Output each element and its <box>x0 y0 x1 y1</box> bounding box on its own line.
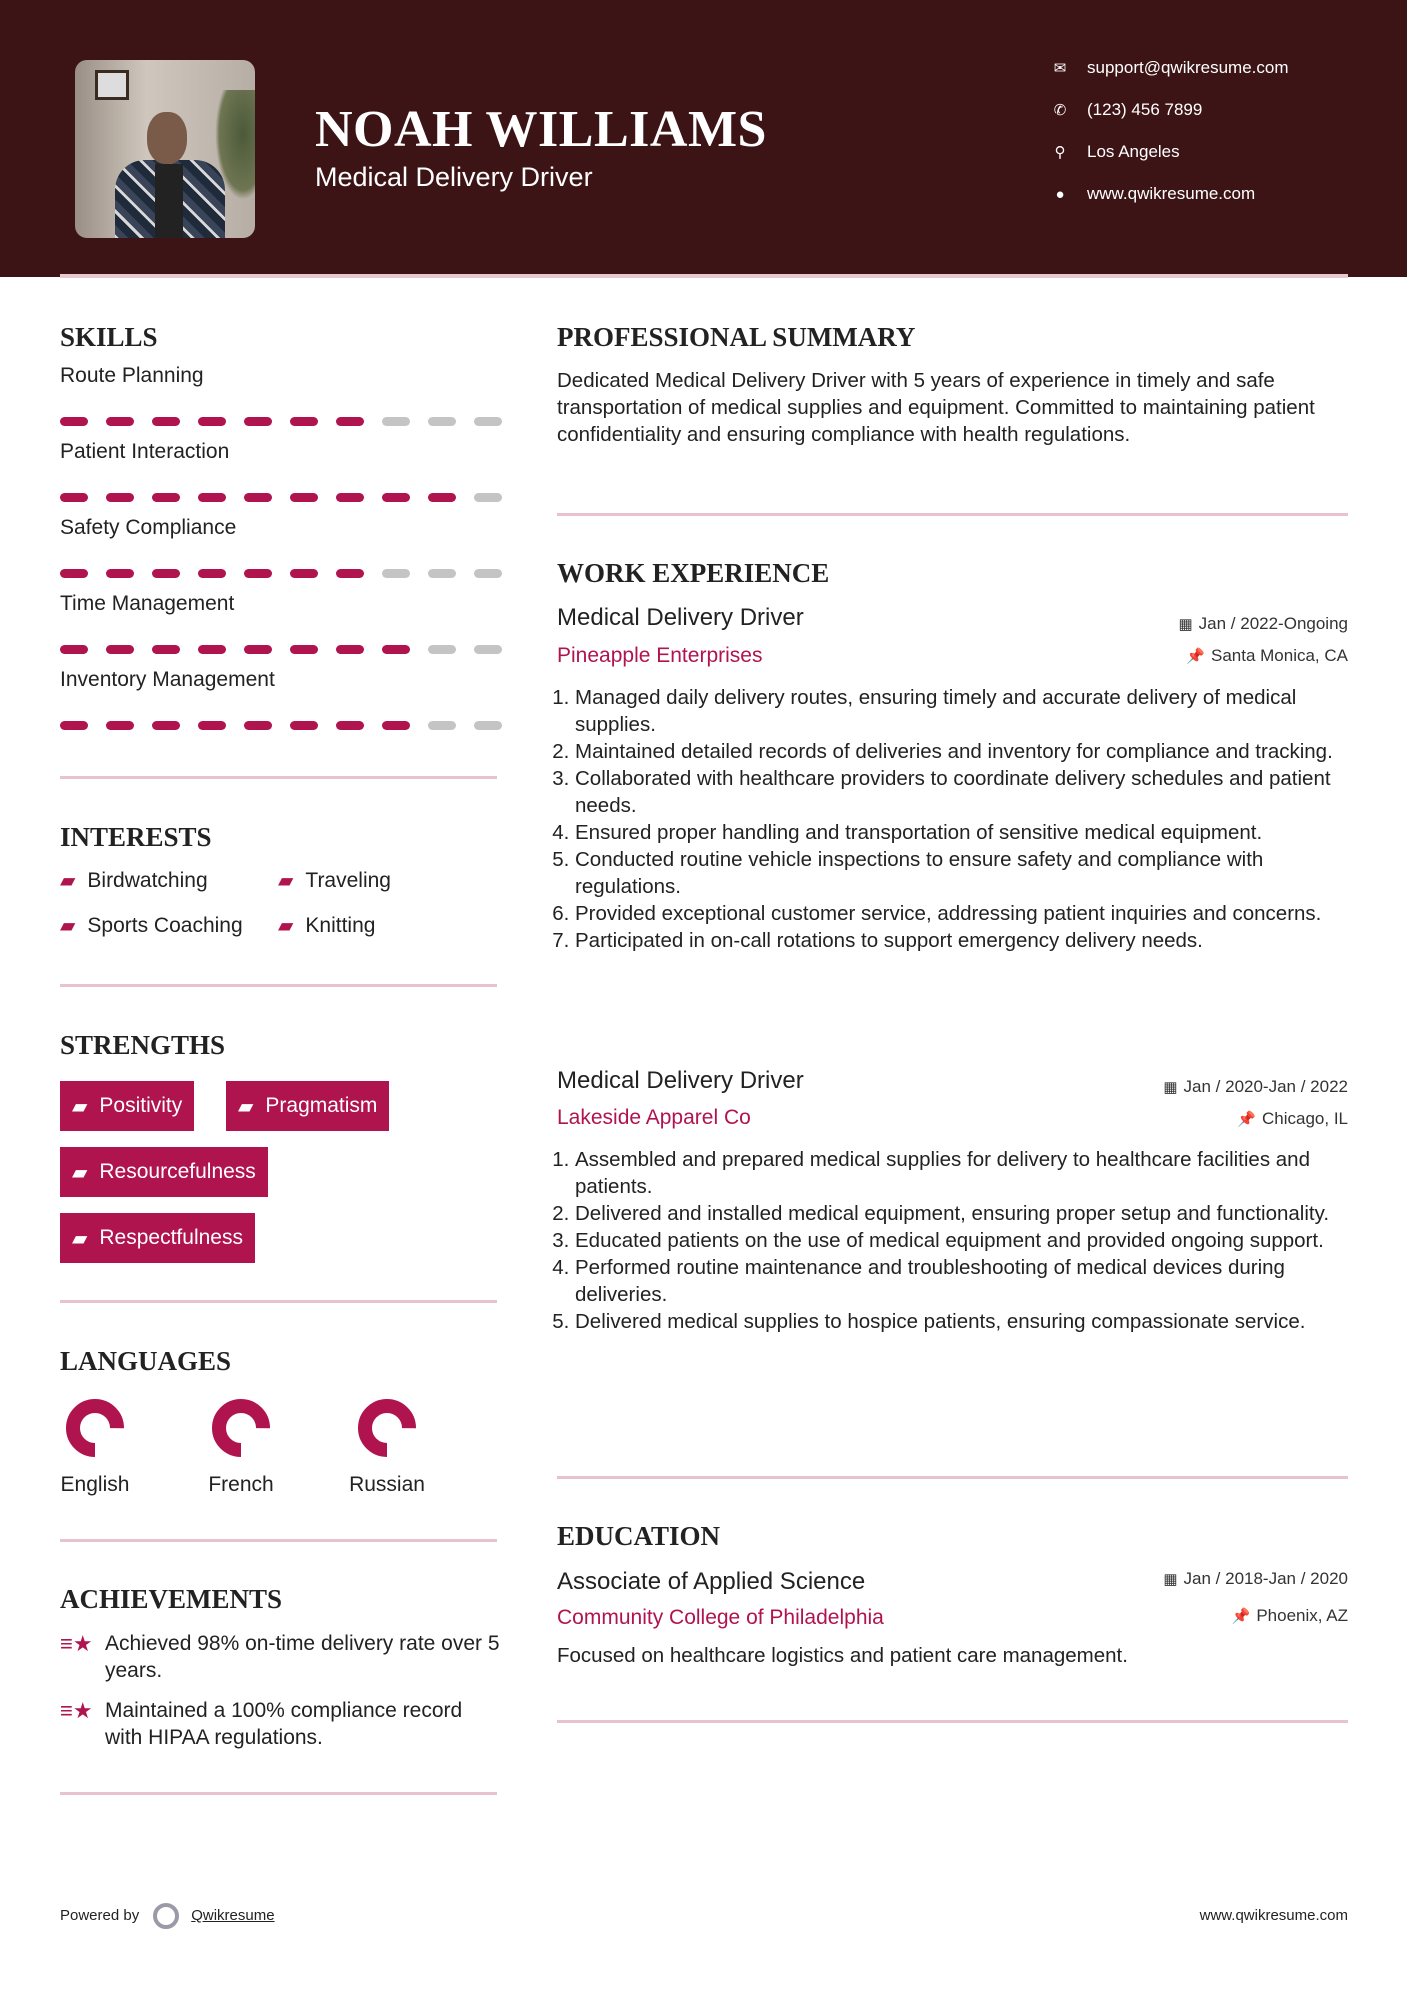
achievement-item <box>60 1697 500 1751</box>
skill-dash <box>244 417 272 426</box>
skill-dash <box>382 569 410 578</box>
company-name: Pineapple Enterprises <box>557 644 763 667</box>
contact-text: Los Angeles <box>1087 142 1180 161</box>
skill-dash <box>152 417 180 426</box>
book-icon: ▰ <box>278 870 294 892</box>
job-title: Medical Delivery Driver <box>557 1067 804 1094</box>
job-location <box>1186 646 1348 666</box>
skill-dash <box>152 569 180 578</box>
skill-label: Patient Interaction <box>60 440 230 463</box>
job-bullet: 5. Delivered medical supplies to hospice patients, ensuring compassionate service. <box>575 1308 1352 1335</box>
book-icon: ▰ <box>278 915 294 937</box>
experience-heading: WORK EXPERIENCE <box>557 558 830 588</box>
location-text: Santa Monica, CA <box>1210 646 1348 665</box>
company-name: Lakeside Apparel Co <box>557 1106 751 1129</box>
language-ring <box>356 1397 418 1459</box>
interest-label: Traveling <box>305 868 391 892</box>
strength-label: Resourcefulness <box>99 1160 256 1183</box>
dates-text: Jan / 2018-Jan / 2020 <box>1183 1569 1348 1588</box>
dates-text: Jan / 2020-Jan / 2022 <box>1183 1077 1348 1096</box>
summary-heading: PROFESSIONAL SUMMARY <box>557 322 916 352</box>
qwikresume-logo-icon <box>153 1903 179 1929</box>
job-dates <box>1178 614 1348 634</box>
language-item <box>327 1397 447 1497</box>
profile-photo <box>75 60 255 238</box>
degree: Associate of Applied Science <box>557 1568 866 1595</box>
book-icon: ▰ <box>238 1095 254 1118</box>
skill-dash <box>106 417 134 426</box>
achievement-item <box>60 1630 500 1684</box>
divider <box>60 1792 497 1795</box>
candidate-title: Medical Delivery Driver <box>315 162 593 192</box>
language-ring <box>210 1397 272 1459</box>
language-ring <box>64 1397 126 1459</box>
candidate-name: NOAH WILLIAMS <box>315 101 767 158</box>
education-location <box>1232 1606 1348 1626</box>
contact-location <box>1050 142 1180 162</box>
skill-level-bar <box>60 569 502 578</box>
skill-dash <box>244 569 272 578</box>
skill-dash <box>474 645 502 654</box>
skill-dash <box>290 493 318 502</box>
skill-dash <box>198 417 226 426</box>
skill-level-bar <box>60 721 502 730</box>
book-icon: ▰ <box>60 915 76 937</box>
skill-dash <box>336 493 364 502</box>
divider <box>557 1720 1348 1723</box>
skill-dash <box>152 493 180 502</box>
interest-item <box>60 868 208 893</box>
interest-item <box>60 913 243 938</box>
globe-icon: ● <box>1055 185 1065 203</box>
job-bullet: 4. Ensured proper handling and transportation of sensitive medical equipment. <box>575 819 1352 846</box>
skill-dash <box>382 493 410 502</box>
job-bullet: 5. Conducted routine vehicle inspections to ensure safety and compliance with regulations. <box>575 846 1352 900</box>
interest-label: Knitting <box>305 913 376 937</box>
book-icon: ▰ <box>72 1227 88 1250</box>
pushpin-icon: 📌 <box>1231 1608 1251 1625</box>
education-heading: EDUCATION <box>557 1521 721 1551</box>
job-dates <box>1163 1077 1348 1097</box>
job-bullets <box>557 1146 1352 1335</box>
skill-dash <box>336 645 364 654</box>
job-bullet: 7. Participated in on-call rotations to support emergency delivery needs. <box>575 927 1352 954</box>
contact-text: www.qwikresume.com <box>1087 184 1256 203</box>
skill-dash <box>290 417 318 426</box>
skill-dash <box>474 493 502 502</box>
skill-dash <box>290 645 318 654</box>
star-icon: ≡★ <box>60 1698 93 1723</box>
skill-dash <box>152 645 180 654</box>
summary-text: Dedicated Medical Delivery Driver with 5 years of experience in timely and safe transportation of medical supplies and equipment. Committed to maintaining patient confidentiality and ensuring compliance with health regulations. <box>557 369 1315 446</box>
skill-dash <box>336 569 364 578</box>
interest-item <box>278 913 375 938</box>
education-dates <box>1163 1569 1348 1589</box>
skill-dash <box>244 645 272 654</box>
skill-label: Route Planning <box>60 364 204 387</box>
job-location <box>1237 1109 1348 1129</box>
education-description: Focused on healthcare logistics and patient care management. <box>557 1644 1128 1667</box>
language-item <box>181 1397 301 1497</box>
book-icon: ▰ <box>72 1161 88 1184</box>
divider <box>60 1300 497 1303</box>
job-bullet: 3. Collaborated with healthcare providers to coordinate delivery schedules and patient needs. <box>575 765 1352 819</box>
footer-powered <box>60 1903 275 1929</box>
interest-label: Birdwatching <box>87 868 208 892</box>
contact-phone[interactable] <box>1050 100 1202 120</box>
envelope-icon: ✉ <box>1053 60 1067 77</box>
contact-website[interactable] <box>1050 184 1255 204</box>
calendar-icon: ▦ <box>1163 1079 1178 1096</box>
calendar-icon: ▦ <box>1163 1571 1178 1588</box>
divider <box>557 1476 1348 1479</box>
language-label: French <box>208 1473 274 1496</box>
skill-dash <box>152 721 180 730</box>
job-bullet: 1. Assembled and prepared medical supplies for delivery to healthcare facilities and patients. <box>575 1146 1352 1200</box>
interest-item <box>278 868 391 893</box>
skill-dash <box>244 493 272 502</box>
divider <box>557 513 1348 516</box>
skill-dash <box>198 645 226 654</box>
school-name: Community College of Philadelphia <box>557 1606 884 1629</box>
job-bullet: 6. Provided exceptional customer service, addressing patient inquiries and concerns. <box>575 900 1352 927</box>
book-icon: ▰ <box>72 1095 88 1118</box>
skill-dash <box>336 417 364 426</box>
skill-dash <box>290 721 318 730</box>
skill-level-bar <box>60 493 502 502</box>
skill-dash <box>198 493 226 502</box>
header-divider <box>60 274 1348 278</box>
skill-dash <box>198 721 226 730</box>
dates-text: Jan / 2022-Ongoing <box>1198 614 1348 633</box>
strengths-heading: STRENGTHS <box>60 1030 226 1060</box>
skill-label: Time Management <box>60 592 235 615</box>
job-title: Medical Delivery Driver <box>557 604 804 631</box>
skill-dash <box>474 721 502 730</box>
divider <box>60 984 497 987</box>
skill-dash <box>428 721 456 730</box>
language-item <box>35 1397 155 1497</box>
job-bullet: 4. Performed routine maintenance and troubleshooting of medical devices during deliveries. <box>575 1254 1352 1308</box>
achievement-text: Maintained a 100% compliance record with HIPAA regulations. <box>105 1699 463 1749</box>
skill-dash <box>244 721 272 730</box>
achievements-heading: ACHIEVEMENTS <box>60 1584 283 1614</box>
interests-heading: INTERESTS <box>60 822 212 852</box>
skill-dash <box>428 417 456 426</box>
skill-dash <box>106 493 134 502</box>
skill-label: Inventory Management <box>60 668 275 691</box>
skill-dash <box>382 645 410 654</box>
skill-dash <box>336 721 364 730</box>
skill-dash <box>60 721 88 730</box>
strength-tag <box>60 1147 268 1197</box>
divider <box>60 776 497 779</box>
job-bullet: 2. Maintained detailed records of deliveries and inventory for compliance and tracking. <box>575 738 1352 765</box>
skill-dash <box>428 569 456 578</box>
skill-dash <box>290 569 318 578</box>
skill-dash <box>106 569 134 578</box>
pushpin-icon: 📌 <box>1186 648 1205 665</box>
strength-label: Positivity <box>99 1094 183 1117</box>
skill-level-bar <box>60 645 502 654</box>
skill-dash <box>60 569 88 578</box>
footer-website[interactable]: www.qwikresume.com <box>1199 1907 1348 1924</box>
skills-heading: SKILLS <box>60 322 158 352</box>
job-bullet: 2. Delivered and installed medical equipment, ensuring proper setup and functionality. <box>575 1200 1352 1227</box>
strength-tag <box>226 1081 389 1131</box>
languages-heading: LANGUAGES <box>60 1346 232 1376</box>
skill-dash <box>382 417 410 426</box>
skill-dash <box>106 721 134 730</box>
job-bullets <box>557 684 1352 954</box>
strength-label: Pragmatism <box>265 1094 378 1117</box>
skill-dash <box>60 645 88 654</box>
job-bullet: 1. Managed daily delivery routes, ensuring timely and accurate delivery of medical supplies. <box>575 684 1352 738</box>
skill-dash <box>106 645 134 654</box>
skill-level-bar <box>60 417 502 426</box>
resume-header <box>0 0 1407 277</box>
skill-dash <box>428 645 456 654</box>
skill-dash <box>382 721 410 730</box>
contact-email[interactable] <box>1050 58 1289 78</box>
contact-text: support@qwikresume.com <box>1087 58 1289 77</box>
strength-tag <box>60 1213 255 1263</box>
achievement-text: Achieved 98% on-time delivery rate over 5 years. <box>105 1632 500 1682</box>
skill-dash <box>428 493 456 502</box>
interest-label: Sports Coaching <box>87 913 243 937</box>
calendar-icon: ▦ <box>1178 616 1193 633</box>
job-bullet: 3. Educated patients on the use of medical equipment and provided ongoing support. <box>575 1227 1352 1254</box>
strength-label: Respectfulness <box>99 1226 243 1249</box>
skill-dash <box>60 493 88 502</box>
phone-icon: ✆ <box>1053 102 1067 119</box>
map-pin-icon: ⚲ <box>1054 144 1066 161</box>
language-label: English <box>60 1473 130 1496</box>
language-label: Russian <box>349 1473 425 1496</box>
book-icon: ▰ <box>60 870 76 892</box>
contact-text: (123) 456 7899 <box>1087 100 1203 119</box>
brand-link[interactable]: Qwikresume <box>191 1906 275 1924</box>
skill-dash <box>198 569 226 578</box>
skill-label: Safety Compliance <box>60 516 237 539</box>
location-text: Phoenix, AZ <box>1256 1606 1348 1625</box>
powered-by-text: Powered by <box>60 1906 140 1924</box>
location-text: Chicago, IL <box>1262 1109 1348 1128</box>
skill-dash <box>474 569 502 578</box>
skill-dash <box>474 417 502 426</box>
star-icon: ≡★ <box>60 1631 93 1656</box>
pushpin-icon: 📌 <box>1237 1111 1256 1128</box>
strength-tag <box>60 1081 194 1131</box>
divider <box>60 1539 497 1542</box>
skill-dash <box>60 417 88 426</box>
